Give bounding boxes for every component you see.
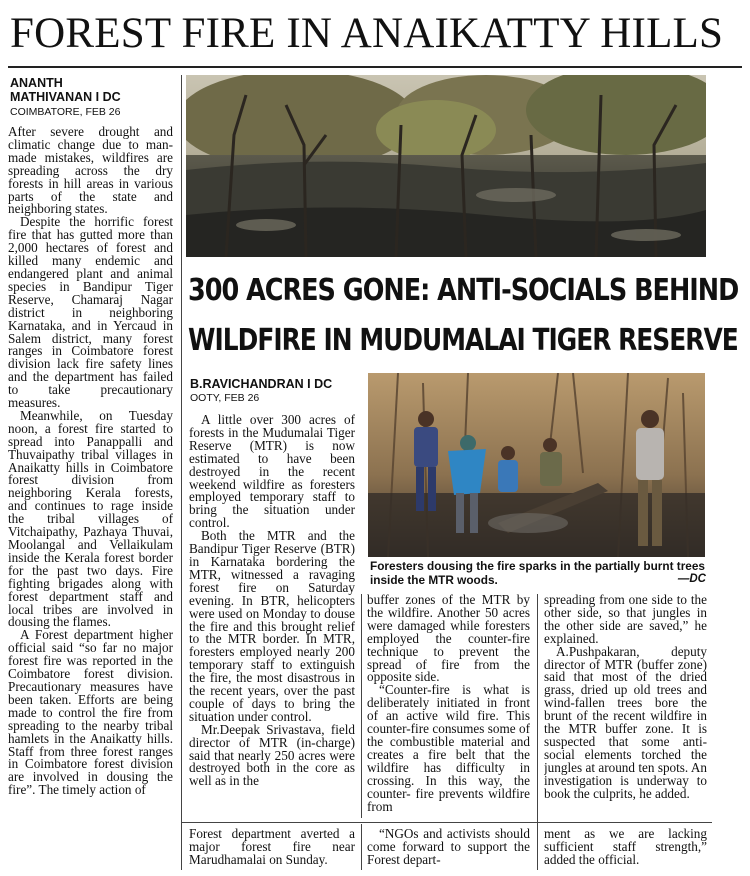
story1-byline-credit: MATHIVANAN I DC (10, 90, 121, 104)
story1-paragraph: After severe drought and climatic change due to man-made mistakes, wildfires are spreading across the dry forests in hill areas in various parts of the state and neighboring states. (8, 126, 173, 217)
story2-headline-line1: 300 ACRES GONE: ANTI-SOCIALS BEHIND (188, 273, 739, 308)
story2-byline: B.RAVICHANDRAN I DC (190, 377, 333, 391)
story2-paragraph: buffer zones of the MTR by the wildfire. Another 50 acres were damaged while foresters employed the counter-fire technique to prevent the spread of fire from the opposite side. (367, 594, 530, 685)
bottom-rule (182, 822, 712, 823)
story2-paragraph: Mr.Deepak Srivastava, field director of MTR (in-charge) said that nearly 250 acres were destroyed both in the core as well as in the (189, 721, 355, 789)
story2-paragraph: ment as we are lacking sufficient staff strength,” added the official. (544, 828, 707, 867)
story2-column-3-bottom (544, 828, 707, 872)
foresters-photo (368, 373, 705, 557)
story2-paragraph: Both the MTR and the Bandipur Tiger Reserve (BTR) in Karnataka bordering the MTR, witnessed a ravaging forest fire on Saturday evening. In BTR, helicopters were used on Monday to douse the fire and this brought relief to the MTR border. In MTR, foresters employed nearly 200 temporary staff to extinguish the fire, the most disastrous in the recent years, over the past couple of days to bring the situation under control. (189, 528, 355, 724)
story2-dateline: OOTY, FEB 26 (190, 392, 260, 404)
column-divider (537, 594, 538, 870)
story2-headline-line2: WILDFIRE IN MUDUMALAI TIGER RESERVE (188, 323, 738, 358)
story2-paragraph: spreading from one side to the other side, so that jungles in the other side are saved,” he explained. (544, 594, 707, 646)
story1-continuation (189, 828, 355, 872)
story1-dateline: COIMBATORE, FEB 26 (10, 106, 121, 118)
story2-column-3 (544, 594, 707, 818)
story2-column-2 (367, 594, 530, 818)
story1-paragraph: Meanwhile, on Tuesday noon, a forest fire started to spread into Panappalli and Thuvaipathy tribal villages in Anaikatty hills in Coimbatore forest division from neighboring Kerala forests, and continues to rage inside the tribal villages of Vitchaipathy, Pazhaya Thuvai, Moolangal and Vellaikulam inside the Kerala forest border for the past two days. Fire fighting brigades along with forest department staff and local tribes are involved in dousing the flames. (8, 407, 173, 630)
column-divider (361, 824, 362, 870)
burnt-forest-photo (186, 75, 706, 257)
story1-paragraph: Forest department averted a major forest fire near Marudhamalai on Sunday. (189, 828, 355, 867)
column-divider (361, 594, 362, 818)
column-divider (181, 75, 182, 870)
story1-paragraph: A Forest department higher official said “so far no major forest fire was reported in the Coimbatore forest division. Precautionary measures have been taken. Efforts are being made to control the fire from spreading to the nearby tribal hamlets in the Anaikatty hills. Staff from three forest ranges in Coimbatore forest division are involved in dousing the fire”. The timely action of (8, 627, 173, 798)
photo-caption: Foresters dousing the fire sparks in the partially burnt trees inside the MTR woods. (370, 559, 705, 587)
story1-paragraph: Despite the horrific forest fire that has gutted more than 2,000 hectares of forest and killed many endemic and endangered plant and animal species in Bandipur Tiger Reserve, Chamaraj Nagar district in neighboring Karnataka, and in Yercaud in Salem district, many forest ranges in Coimbatore forest division lack fire safety lines and the department has failed to take precautionary measures. (8, 214, 173, 411)
story1-byline-name: ANANTH (10, 76, 63, 90)
story2-column-1 (189, 414, 355, 818)
story2-column-2-bottom (367, 828, 530, 872)
story2-headline (188, 266, 744, 366)
story2-paragraph: “Counter-fire is what is deliberately initiated in front of an active wild fire. This counter-fire consumes some of the combustible material and creates a fire belt that the wildfire has difficulty in crossing. In this way, the counter- fire prevents wildfire from (367, 682, 530, 814)
page-headline: FOREST FIRE IN ANAIKATTY HILLS (10, 10, 724, 57)
story2-paragraph: A little over 300 acres of forests in the Mudumalai Tiger Reserve (MTR) is now estimated to have been destroyed in the recent weekend wildfire as foresters employed temporary staff to bring the situation under control. (189, 414, 355, 531)
story2-paragraph: “NGOs and activists should come forward to support the Forest depart- (367, 828, 530, 867)
story2-paragraph: A.Pushpakaran, deputy director of MTR (buffer zone) said that most of the dried grass, dried up old trees and wind-fallen trees bore the brunt of the recent wildfire in the MTR buffer zone. It is suspected that some anti-social elements torched the jungles at around ten spots. An investigation is underway to book the culprits, he added. (544, 643, 707, 801)
photo-credit: —DC (677, 573, 706, 585)
headline-rule (8, 66, 742, 68)
story1-column (8, 126, 173, 870)
